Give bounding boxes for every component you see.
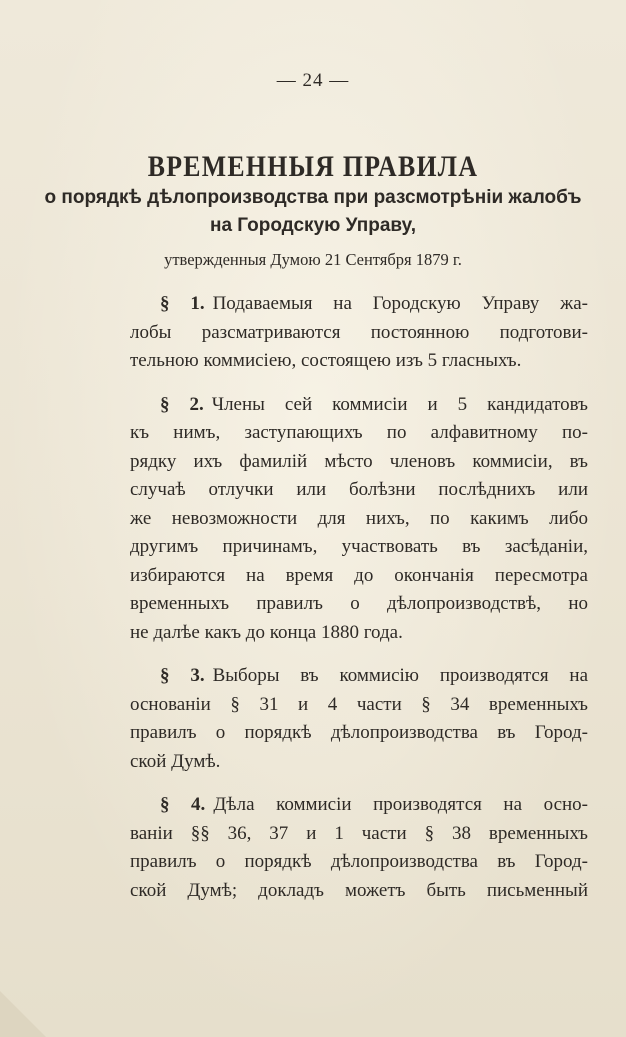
section-line: рядку ихъ фамилій мѣсто членовъ коммисіи, въ xyxy=(130,450,588,472)
document-body xyxy=(130,290,588,920)
section-line: не далѣе какъ до конца 1880 года. xyxy=(130,621,403,643)
section-text: Дѣла коммисіи производятся на осно- xyxy=(213,794,588,815)
document-subtitle-line-2: на Городскую Управу, xyxy=(209,215,417,236)
section-number: § 3. xyxy=(160,665,205,686)
section-line: временныхъ правилъ о дѣлопроизводствѣ, но xyxy=(130,593,588,614)
section-text: Выборы въ коммисію производятся на xyxy=(212,665,589,686)
section-line: лобы разсматриваются постоянною подготови- xyxy=(130,321,588,343)
section-line: ской Думѣ. xyxy=(130,750,221,772)
section-line: случаѣ отлучки или болѣзни послѣднихъ или xyxy=(130,479,588,500)
section-line: къ нимъ, заступающихъ по алфавитному по- xyxy=(130,422,588,443)
approval-note: утвержденныя Думою 21 Сентября 1879 г. xyxy=(164,250,462,269)
section-3 xyxy=(130,662,588,776)
page-corner-fold xyxy=(0,991,46,1037)
section-line xyxy=(130,662,588,691)
document-subtitle-line-1: о порядкѣ дѣлопроизводства при разсмотрѣніи жалобъ xyxy=(44,187,582,208)
section-line xyxy=(130,791,588,820)
section-line: правилъ о порядкѣ дѣлопроизводства въ Город- xyxy=(130,722,588,743)
section-text: Члены сей коммисіи и 5 кандидатовъ xyxy=(211,393,589,415)
section-text: Подаваемыя на Городскую Управу жа- xyxy=(212,293,588,314)
section-1 xyxy=(130,290,588,376)
section-line xyxy=(130,391,588,420)
section-number: § 1. xyxy=(160,293,205,314)
section-number: § 2. xyxy=(160,393,204,415)
section-line: же невозможности для нихъ, по какимъ либо xyxy=(130,507,588,529)
section-line: другимъ причинамъ, участвовать въ засѣданіи, xyxy=(130,536,588,557)
document-title: ВРЕМЕННЫЯ ПРАВИЛА xyxy=(147,150,479,183)
section-line: ваніи §§ 36, 37 и 1 части § 38 временныхъ xyxy=(130,822,588,844)
section-4 xyxy=(130,791,588,905)
section-line: основаніи § 31 и 4 части § 34 временныхъ xyxy=(130,693,588,715)
page-number: — 24 — xyxy=(276,70,350,91)
section-line: тельною коммисіею, состоящею изъ 5 гласныхъ. xyxy=(130,350,522,371)
section-2 xyxy=(130,391,588,648)
section-number: § 4. xyxy=(160,794,206,815)
section-line: избираются на время до окончанія пересмотра xyxy=(130,564,588,586)
section-line xyxy=(130,290,588,319)
section-line: правилъ о порядкѣ дѣлопроизводства въ Город- xyxy=(130,851,588,872)
section-line: ской Думѣ; докладъ можетъ быть письменный xyxy=(130,879,588,901)
